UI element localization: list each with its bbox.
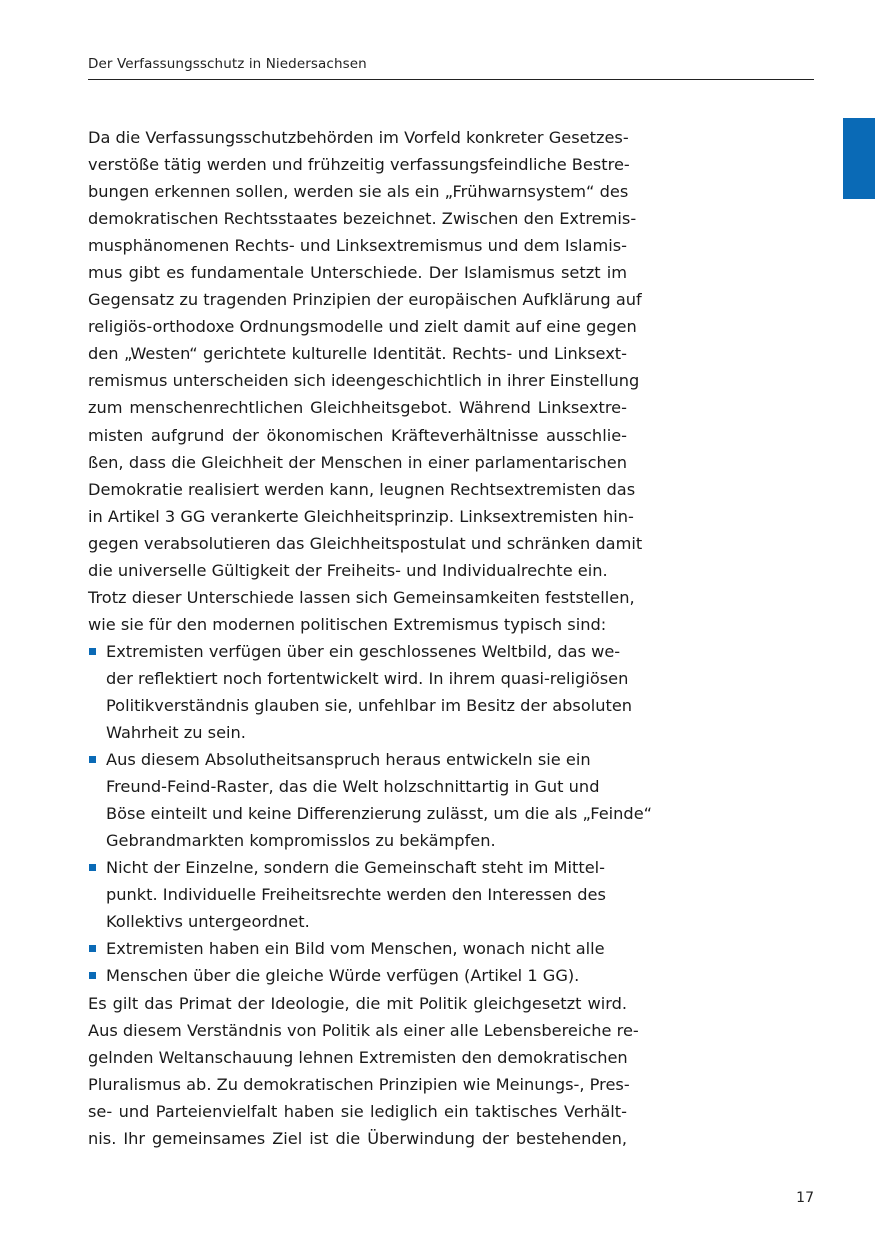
text-line: nis. Ihr gemeinsames Ziel ist die Überwindung der bestehenden, bbox=[88, 1128, 627, 1148]
text-line: Demokratie realisiert werden kann, leugnen Rechtsextremisten das bbox=[88, 479, 636, 499]
text-line: remismus unterscheiden sich ideengeschichtlich in ihrer Einstellung bbox=[88, 371, 640, 391]
text-line: Wahrheit zu sein. bbox=[106, 723, 246, 743]
paragraph-2 bbox=[88, 584, 635, 638]
list-item bbox=[88, 854, 627, 935]
bullet-list bbox=[88, 638, 653, 990]
text-line: Politikverständnis glauben sie, unfehlbar im Besitz der absoluten bbox=[106, 695, 633, 715]
list-item bbox=[88, 746, 653, 854]
text-line: Gegensatz zu tragenden Prinzipien der europäischen Aufklärung auf bbox=[88, 290, 642, 310]
running-header: Der Verfassungsschutz in Niedersachsen bbox=[88, 56, 367, 72]
text-line: die universelle Gültigkeit der Freiheits- und Individualrechte ein. bbox=[88, 560, 608, 580]
text-line: verstöße tätig werden und frühzeitig verfassungsfeindliche Bestre- bbox=[88, 155, 630, 175]
text-line: ßen, dass die Gleichheit der Menschen in einer parlamentarischen bbox=[88, 452, 627, 472]
text-line: punkt. Individuelle Freiheitsrechte werden den Interessen des bbox=[106, 885, 606, 905]
text-line: misten aufgrund der ökonomischen Kräfteverhältnisse ausschlie- bbox=[88, 425, 627, 445]
text-line: in Artikel 3 GG verankerte Gleichheitsprinzip. Linksextremisten hin- bbox=[88, 506, 634, 526]
text-line: Extremisten haben ein Bild vom Menschen, wonach nicht alle bbox=[106, 939, 605, 959]
body-text bbox=[88, 124, 653, 1152]
text-line: Kollektivs untergeordnet. bbox=[106, 912, 310, 932]
list-item bbox=[88, 962, 627, 989]
text-line: Freund-Feind-Raster, das die Welt holzschnittartig in Gut und bbox=[106, 777, 600, 797]
square-bullet-icon bbox=[89, 972, 96, 979]
text-line: der reflektiert noch fortentwickelt wird. In ihrem quasi-religiösen bbox=[106, 668, 629, 688]
list-item bbox=[88, 638, 633, 746]
text-line: se- und Parteienvielfalt haben sie lediglich ein taktisches Verhält- bbox=[88, 1101, 627, 1121]
text-line: Böse einteilt und keine Differenzierung zulässt, um die als „Feinde“ bbox=[106, 804, 653, 824]
chapter-side-tab bbox=[843, 118, 875, 199]
list-item bbox=[88, 935, 627, 962]
text-line: gelnden Weltanschauung lehnen Extremisten den demokratischen bbox=[88, 1047, 628, 1067]
text-line: Gebrandmarkten kompromisslos zu bekämpfen. bbox=[106, 831, 496, 851]
text-line: Menschen über die gleiche Würde verfügen (Artikel 1 GG). bbox=[106, 966, 580, 986]
square-bullet-icon bbox=[89, 648, 96, 655]
text-line: bungen erkennen sollen, werden sie als ein „Frühwarnsystem“ des bbox=[88, 182, 629, 202]
page-number: 17 bbox=[796, 1190, 814, 1206]
text-line: religiös-orthodoxe Ordnungsmodelle und zielt damit auf eine gegen bbox=[88, 317, 637, 337]
square-bullet-icon bbox=[89, 945, 96, 952]
text-line: den „Westen“ gerichtete kulturelle Identität. Rechts- und Linksext- bbox=[88, 344, 627, 364]
text-line: wie sie für den modernen politischen Extremismus typisch sind: bbox=[88, 614, 607, 634]
text-line: Pluralismus ab. Zu demokratischen Prinzipien wie Meinungs-, Pres- bbox=[88, 1074, 630, 1094]
text-line: Es gilt das Primat der Ideologie, die mit Politik gleichgesetzt wird. bbox=[88, 993, 627, 1013]
text-line: Nicht der Einzelne, sondern die Gemeinschaft steht im Mittel- bbox=[106, 858, 605, 878]
text-line: Trotz dieser Unterschiede lassen sich Gemeinsamkeiten feststellen, bbox=[88, 587, 635, 607]
header-rule bbox=[88, 79, 814, 80]
text-line: Da die Verfassungsschutzbehörden im Vorfeld konkreter Gesetzes- bbox=[88, 128, 629, 147]
text-line: Extremisten verfügen über ein geschlossenes Weltbild, das we- bbox=[106, 641, 621, 661]
text-line: musphänomenen Rechts- und Linksextremismus und dem Islamis- bbox=[88, 236, 627, 256]
text-line: demokratischen Rechtsstaates bezeichnet. Zwischen den Extremis- bbox=[88, 209, 637, 229]
text-line: Aus diesem Verständnis von Politik als einer alle Lebensbereiche re- bbox=[88, 1020, 639, 1040]
paragraph-3 bbox=[88, 990, 639, 1152]
square-bullet-icon bbox=[89, 864, 96, 871]
paragraph-1 bbox=[88, 124, 643, 584]
text-line: Aus diesem Absolutheitsanspruch heraus entwickeln sie ein bbox=[106, 750, 591, 770]
text-line: zum menschenrechtlichen Gleichheitsgebot. Während Linksextre- bbox=[88, 398, 627, 418]
square-bullet-icon bbox=[89, 756, 96, 763]
text-line: mus gibt es fundamentale Unterschiede. Der Islamismus setzt im bbox=[88, 263, 627, 283]
text-line: gegen verabsolutieren das Gleichheitspostulat und schränken damit bbox=[88, 533, 643, 553]
